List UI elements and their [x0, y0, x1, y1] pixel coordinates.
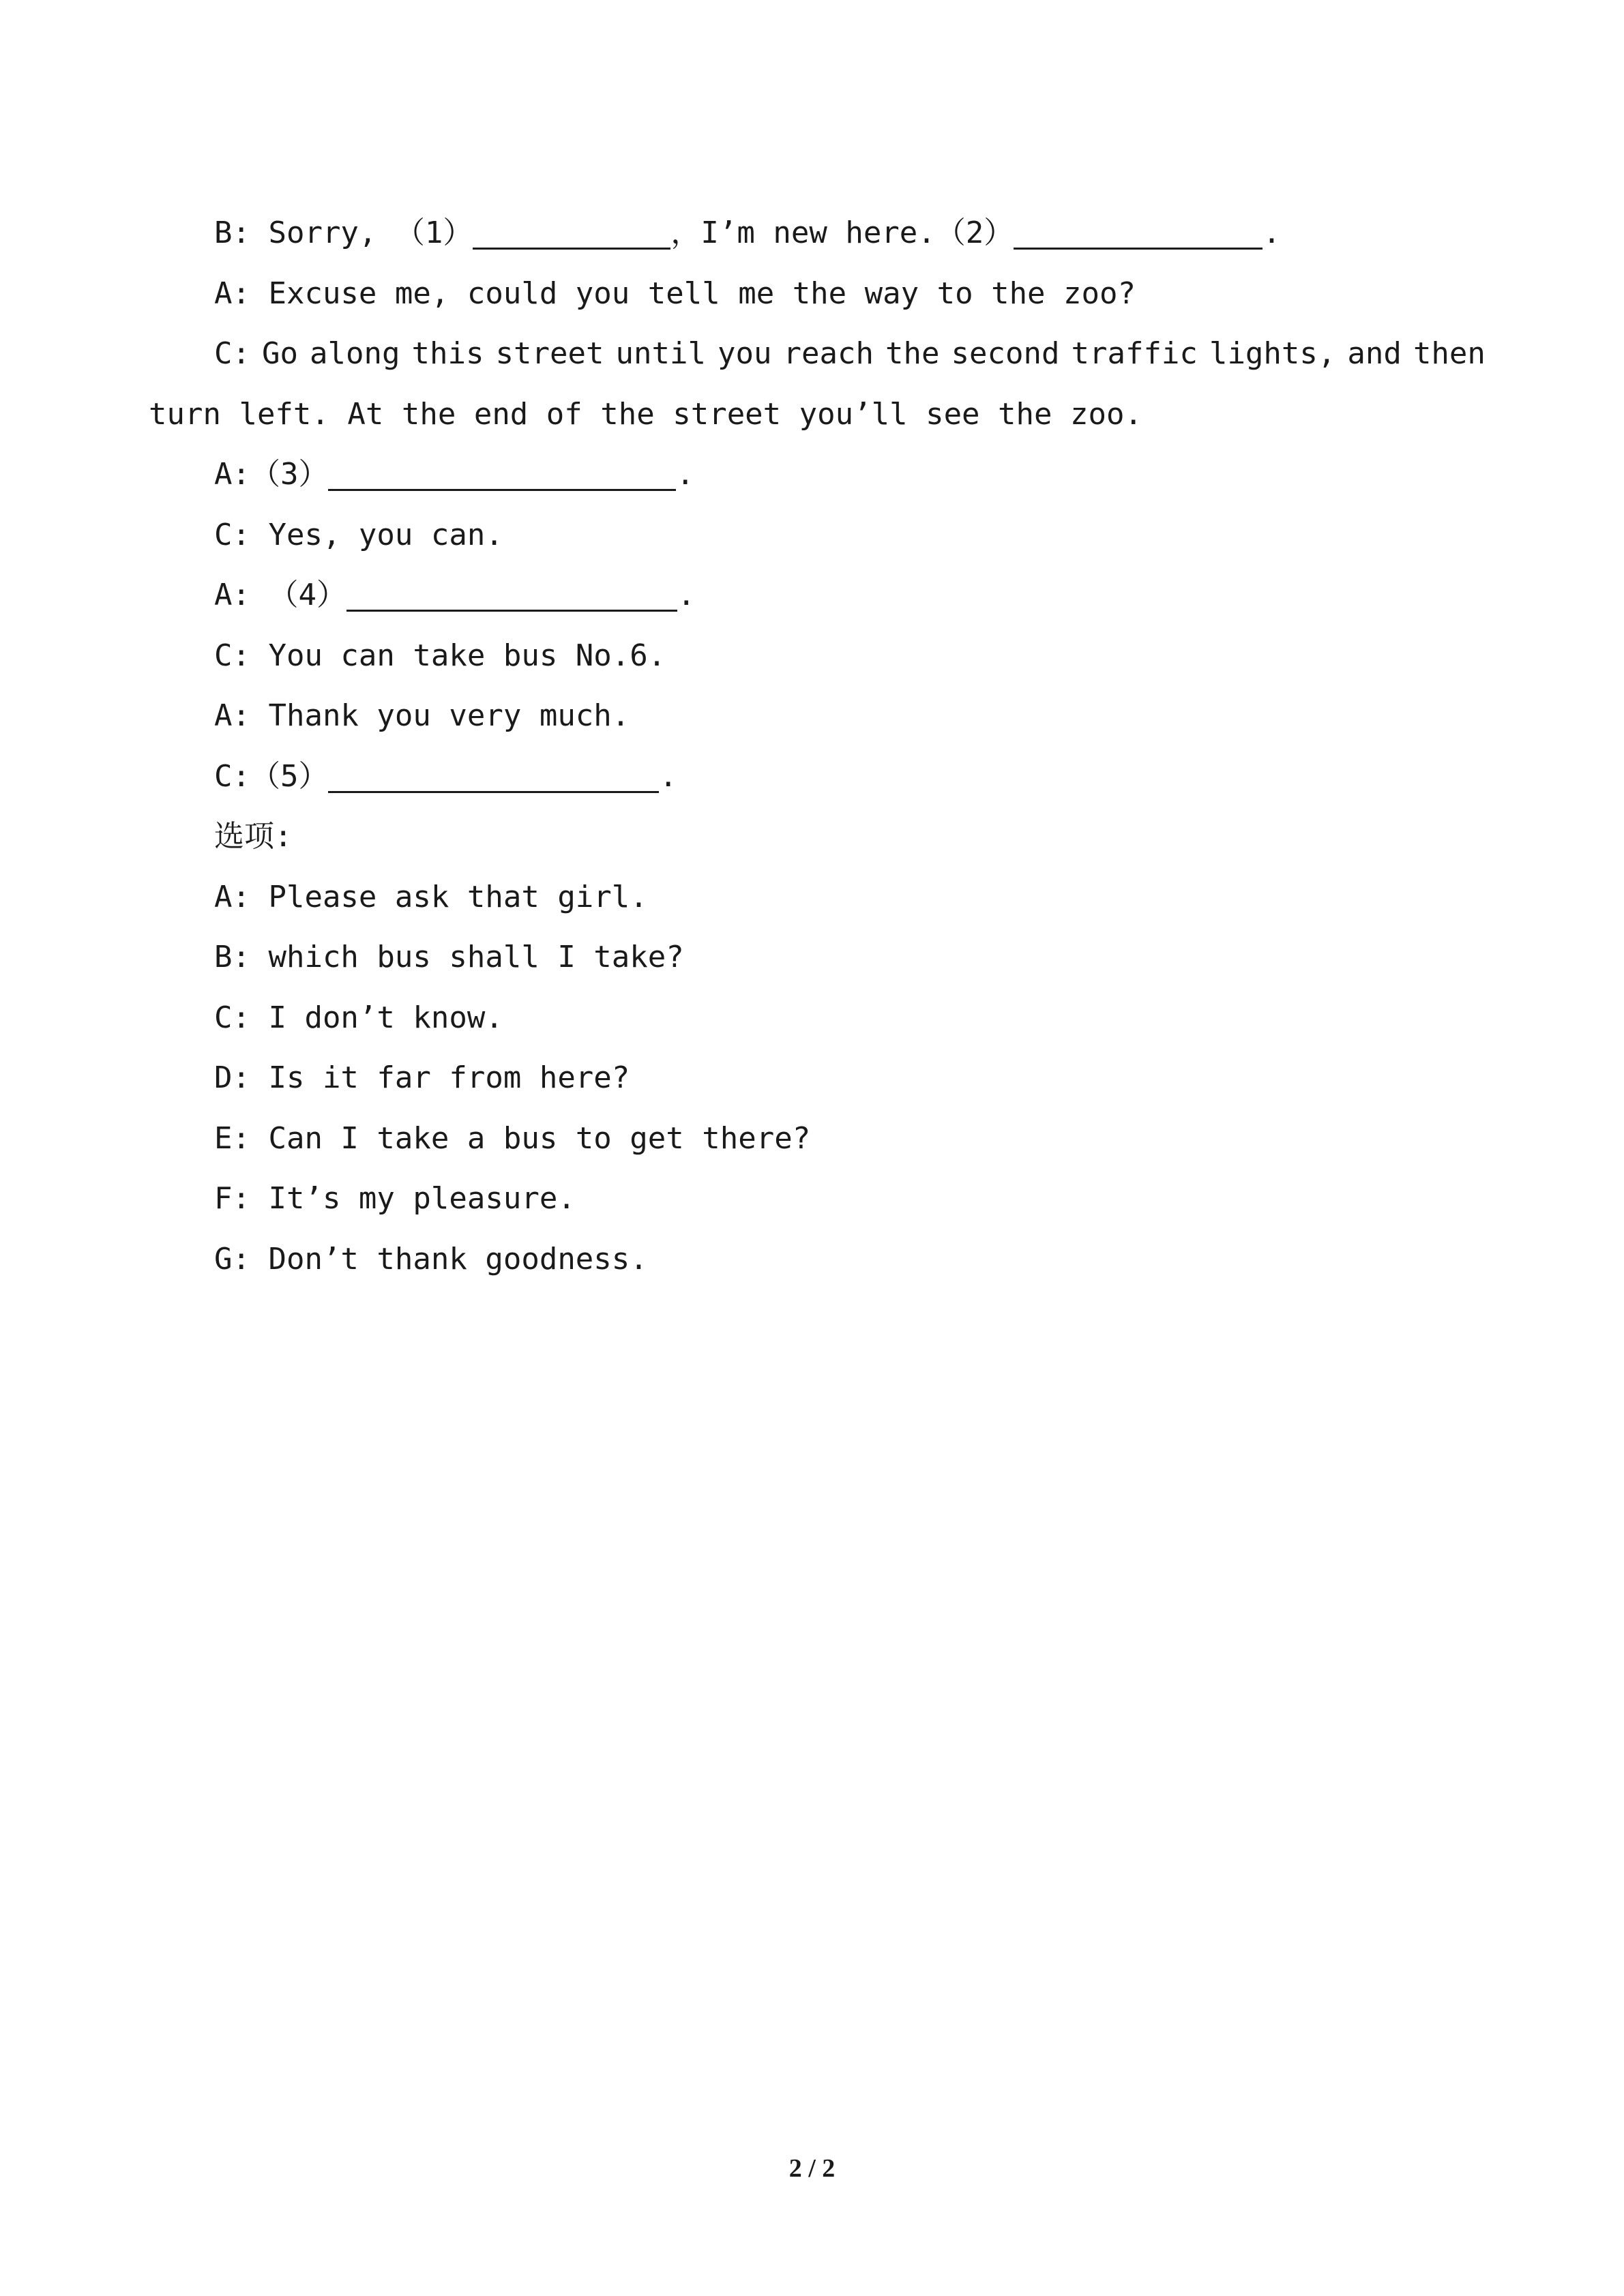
dialogue-line-a-excuse: A: Excuse me, could you tell me the way to the zoo? — [214, 275, 1136, 311]
dialogue-line-b-sorry — [149, 203, 1486, 264]
dialogue-line-c-5 — [149, 747, 1486, 807]
answer-blank-3[interactable] — [328, 451, 676, 491]
word: then — [1413, 336, 1486, 371]
word: traffic — [1071, 336, 1198, 371]
word: reach — [783, 336, 874, 371]
option-item-a: A: Please ask that girl. — [214, 879, 648, 914]
word: you — [717, 336, 772, 371]
dialogue-text: A:（3） — [214, 457, 329, 492]
dialogue-section — [149, 203, 1486, 1289]
word: and — [1347, 336, 1402, 371]
answer-blank-4[interactable] — [346, 571, 677, 612]
dialogue-line-c-continued: turn left. At the end of the street you’ll see the zoo. — [149, 396, 1142, 432]
word: along — [310, 336, 400, 371]
word: this — [411, 336, 484, 371]
options-heading: 选项: — [214, 819, 293, 854]
option-item-g: G: Don’t thank goodness. — [214, 1241, 648, 1277]
word: until — [615, 336, 706, 371]
dialogue-line-a-thanks: A: Thank you very much. — [214, 698, 630, 733]
answer-blank-5[interactable] — [328, 753, 659, 793]
word: the — [885, 336, 940, 371]
word: lights, — [1209, 336, 1336, 371]
option-item-b: B: which bus shall I take? — [214, 940, 684, 974]
option-item-c: C: I don’t know. — [214, 1000, 503, 1035]
dialogue-text: C:（5） — [214, 758, 329, 794]
dialogue-line-a-4 — [149, 565, 1486, 626]
page-number: 2 / 2 — [788, 2154, 836, 2183]
dialogue-line-a-3 — [149, 445, 1486, 505]
word: street — [495, 336, 604, 371]
dialogue-text: ，I’m new here.（2） — [670, 215, 1014, 250]
answer-blank-2[interactable] — [1014, 209, 1263, 250]
dialogue-text: . — [676, 457, 694, 492]
option-item-e: E: Can I take a bus to get there? — [214, 1120, 811, 1156]
dialogue-line-c-directions — [149, 324, 1486, 385]
dialogue-line-c-bus: C: You can take bus No.6. — [214, 638, 666, 673]
dialogue-text: B: Sorry, （1） — [214, 215, 473, 250]
dialogue-text: A: （4） — [214, 578, 346, 612]
dialogue-text: . — [1263, 215, 1281, 250]
word: C: — [214, 336, 250, 371]
dialogue-text: . — [677, 578, 696, 612]
option-item-f: F: It’s my pleasure. — [214, 1181, 576, 1216]
word: Go — [262, 336, 298, 371]
answer-blank-1[interactable] — [473, 209, 670, 250]
option-item-d: D: Is it far from here? — [214, 1060, 630, 1095]
dialogue-text: . — [659, 758, 677, 794]
word: second — [951, 336, 1060, 371]
dialogue-line-c-yes: C: Yes, you can. — [214, 517, 503, 552]
